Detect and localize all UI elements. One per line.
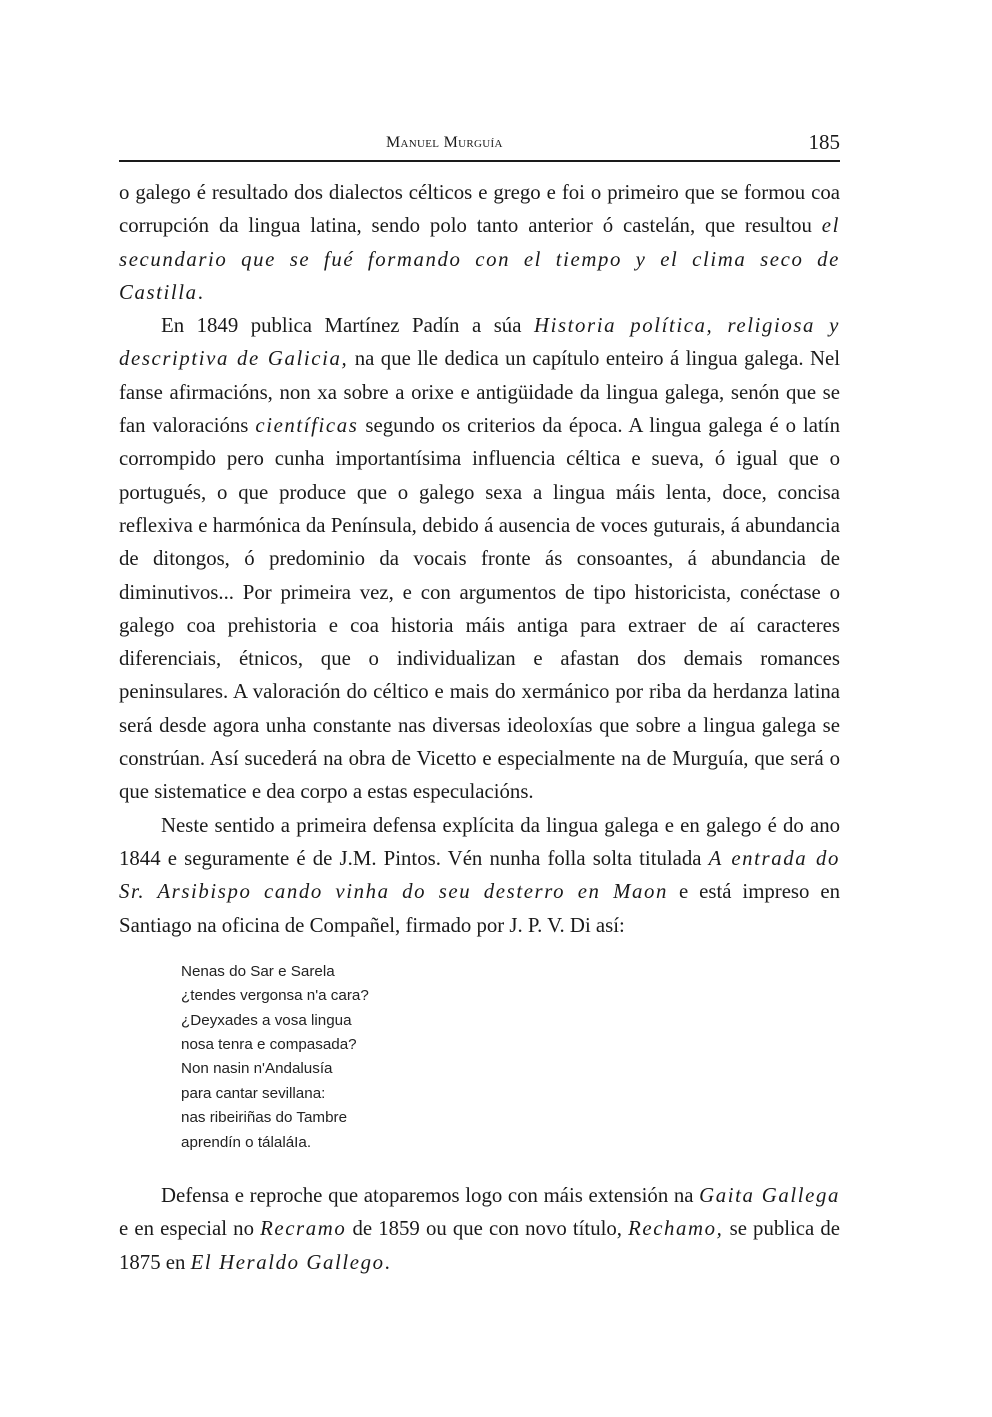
running-header — [119, 128, 840, 162]
paragraph-4-text-3: de 1859 ou que con novo título, — [346, 1217, 629, 1241]
paragraph-4-italic-recramo: Recramo — [260, 1217, 347, 1241]
paragraph-1-text-1: o galego é resultado dos dialectos célticos e grego e foi o primeiro que se formou coa corrupción da lingua latina, sendo polo tanto anterior ó castelán, que resultou — [119, 181, 840, 238]
verse-line: nas ribeiriñas do Tambre — [181, 1109, 348, 1127]
paragraph-1-text-2: . — [197, 280, 203, 304]
body-text — [119, 176, 840, 1279]
paragraph-2-text-2: na que lle dedica un capítulo enteiro á lingua galega. Nel fanse afirmacións, non xa sobre a orixe e antigüidade da lingua galega, senón que se fan valoracións — [119, 347, 840, 438]
paragraph-4-italic-heraldo: El Heraldo Gallego — [190, 1250, 385, 1274]
verse-line: aprendín o tálaláIa. — [181, 1133, 312, 1151]
verse-line: nosa tenra e compasada? — [181, 1036, 357, 1054]
paragraph-3-text-1: Neste sentido a primeira defensa explícita da lingua galega e en galego é do ano 1844 e seguramente é de J.M. Pintos. Vén nunha folla solta titulada — [119, 813, 840, 870]
paragraph-3-text-2: e está impreso en Santiago na oficina de Compañel, firmado por J. P. V. Di así: — [119, 880, 840, 937]
paragraph-4-text-5: . — [384, 1250, 390, 1274]
verse-line: para cantar sevillana: — [181, 1084, 326, 1102]
paragraph-4-text-4: se publica de 1875 en — [119, 1217, 840, 1274]
paragraph-3-italic-title: A entrada do Sr. Arsibispo cando vinha do seu desterro en Maon — [119, 846, 840, 904]
paragraph-2-italic-word: científicas — [255, 414, 359, 438]
running-title: Manuel Murguía — [386, 134, 503, 151]
paragraph-1 — [119, 176, 840, 309]
verse-line: ¿Deyxades a vosa lingua — [181, 1011, 352, 1029]
paragraph-4-text-1: Defensa e reproche que atoparemos logo con máis extensión na — [161, 1184, 700, 1208]
paragraph-2-text-3: segundo os criterios da época. A lingua galega é o latín corrompido pero cunha importantísima influencia céltica e sueva, ó igual que o portugués, o que produce que o galego sexa a lingua máis lenta, doce, concisa reflexiva e harmónica da Península, debido á ausencia de voces guturais, á abundancia de ditongos, ó predominio da vocais fronte ás consoantes, á abundancia de diminutivos... Por primeira vez, e con argumentos de tipo historicista, conéctase o galego coa prehistoria e coa historia máis antiga para extraer de aí caracteres diferenciais, étnicos, que o individualizan e afastan dos demais romances peninsulares. A valoración do céltico e mais do xermánico por riba da herdanza latina será desde agora unha constante nas diversas ideoloxías que sobre a lingua galega se constrúan. Así sucederá na obra de Vicetto e especialmente na de Murguía, que será o que sistematice e dea corpo a estas especulacións. — [119, 414, 840, 804]
page-number: 185 — [808, 130, 840, 154]
verse-line: Nenas do Sar e Sarela — [181, 962, 335, 980]
paragraph-4-italic-gaita: Gaita Gallega — [699, 1184, 841, 1208]
verse-line: ¿tendes vergonsa n'a cara? — [181, 987, 369, 1005]
paragraph-2 — [119, 309, 840, 808]
paragraph-1-italic-quote: el secundario que se fué formando con el tiempo y el clima seco de Castilla — [119, 214, 840, 304]
paragraph-3 — [119, 809, 840, 942]
verse-quote — [181, 960, 840, 1155]
paragraph-4 — [119, 1179, 840, 1279]
paragraph-4-italic-rechamo: Rechamo, — [628, 1217, 724, 1241]
paragraph-2-italic-title: Historia política, religiosa y descriptiva de Galicia, — [119, 314, 840, 371]
verse-line: Non nasin n'Andalusía — [181, 1060, 333, 1078]
paragraph-4-text-2: e en especial no — [119, 1217, 261, 1241]
paragraph-2-text-1: En 1849 publica Martínez Padín a súa — [161, 314, 534, 338]
